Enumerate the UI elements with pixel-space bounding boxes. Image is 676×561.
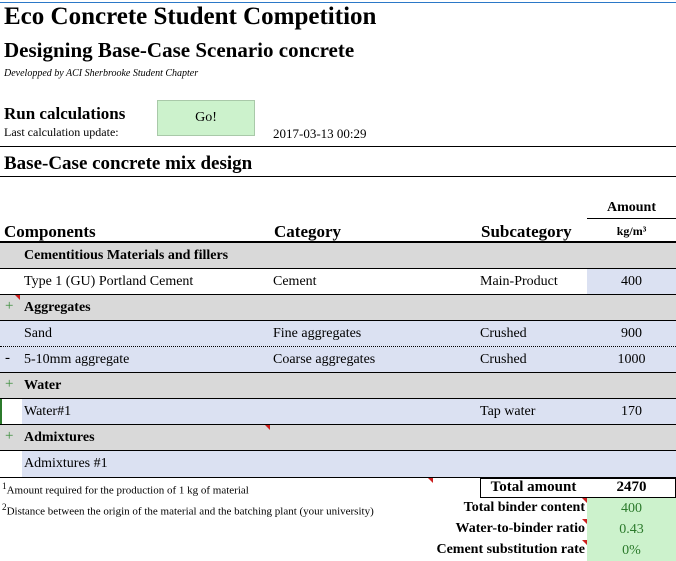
comment-marker-icon [428,478,433,483]
go-button[interactable]: Go! [157,100,255,136]
amount-value: 170 [621,404,642,419]
subcategory-cell[interactable]: Crushed [480,352,527,367]
footnote-text: Amount required for the production of 1 kg of material [6,484,249,497]
table-row [0,451,676,477]
component-name: Water [24,378,62,393]
comment-marker-icon [15,295,20,300]
amount-cell[interactable] [587,399,676,425]
blank-cell [0,451,22,477]
col-header-unit: kg/m³ [616,224,647,238]
water-binder-ratio-label: Water-to-binder ratio [455,521,585,536]
run-calculations-label: Run calculations [4,104,126,123]
page-title: Eco Concrete Student Competition [4,3,377,30]
table-row [0,399,676,425]
table-row [0,269,676,295]
group-row-admixtures [0,425,676,451]
component-name[interactable]: 5-10mm aggregate [24,352,130,367]
comment-marker-icon [582,498,587,503]
divider [0,176,676,177]
amount-header-rule [587,218,676,219]
category-cell[interactable]: Cement [273,274,317,289]
group-row-aggregates [0,295,676,321]
footnote-marker: 1 [2,481,7,491]
total-amount-label: Total amount [490,479,577,495]
group-row-cementitious [0,243,676,269]
component-name[interactable]: Water#1 [24,404,72,419]
amount-cell[interactable] [587,321,676,347]
group-row-water [0,373,676,399]
table-row [0,347,676,373]
footnote-text: Distance between the origin of the material and the batching plant (your university) [6,505,374,518]
expand-icon[interactable]: + [5,428,14,444]
amount-cell[interactable] [587,269,676,295]
component-name: Aggregates [24,300,91,315]
subcategory-cell[interactable]: Main-Product [480,274,558,289]
binder-content-label: Total binder content [463,500,585,515]
selected-cell-indicator [0,399,22,425]
component-name[interactable]: Type 1 (GU) Portland Cement [24,274,194,289]
amount-cell[interactable] [587,347,676,373]
amount-cell[interactable] [587,451,676,477]
amount-value: 900 [621,326,642,341]
cement-substitution-label: Cement substitution rate [436,542,585,557]
water-binder-ratio-value: 0.43 [587,519,676,540]
cement-substitution-value: 0% [587,540,676,561]
divider [0,146,676,147]
amount-value: 1000 [617,352,646,367]
col-header-components: Components [4,222,96,241]
component-name[interactable]: Admixtures #1 [24,456,108,471]
credit-text: Developped by ACI Sherbrooke Student Chapter [4,68,199,79]
footnote-marker: 2 [2,502,7,512]
section-title: Base-Case concrete mix design [4,153,253,174]
component-name[interactable]: Sand [24,326,52,341]
component-name: Cementitious Materials and fillers [24,248,229,263]
amount-value: 400 [621,274,642,289]
page-subtitle: Designing Base-Case Scenario concrete [4,38,355,62]
subcategory-cell[interactable]: Crushed [480,326,527,341]
last-update-timestamp: 2017-03-13 00:29 [273,126,367,141]
subcategory-cell[interactable]: Tap water [480,404,536,419]
category-cell[interactable]: Fine aggregates [273,326,362,341]
total-amount-value: 2470 [616,479,647,495]
col-header-subcategory: Subcategory [481,222,572,241]
component-name: Admixtures [24,430,95,445]
expand-icon[interactable]: + [5,376,14,392]
table-row [0,321,676,347]
footnote-1 [2,481,249,497]
col-header-amount: Amount [606,200,656,215]
comment-marker-icon [582,540,587,545]
last-update-label: Last calculation update: [4,125,119,139]
expand-icon[interactable]: + [5,298,14,314]
binder-content-value: 400 [587,498,676,519]
category-cell[interactable]: Coarse aggregates [273,352,376,367]
collapse-icon[interactable]: - [5,350,10,366]
col-header-category: Category [274,222,342,241]
comment-marker-icon [582,519,587,524]
comment-marker-icon [265,425,270,430]
